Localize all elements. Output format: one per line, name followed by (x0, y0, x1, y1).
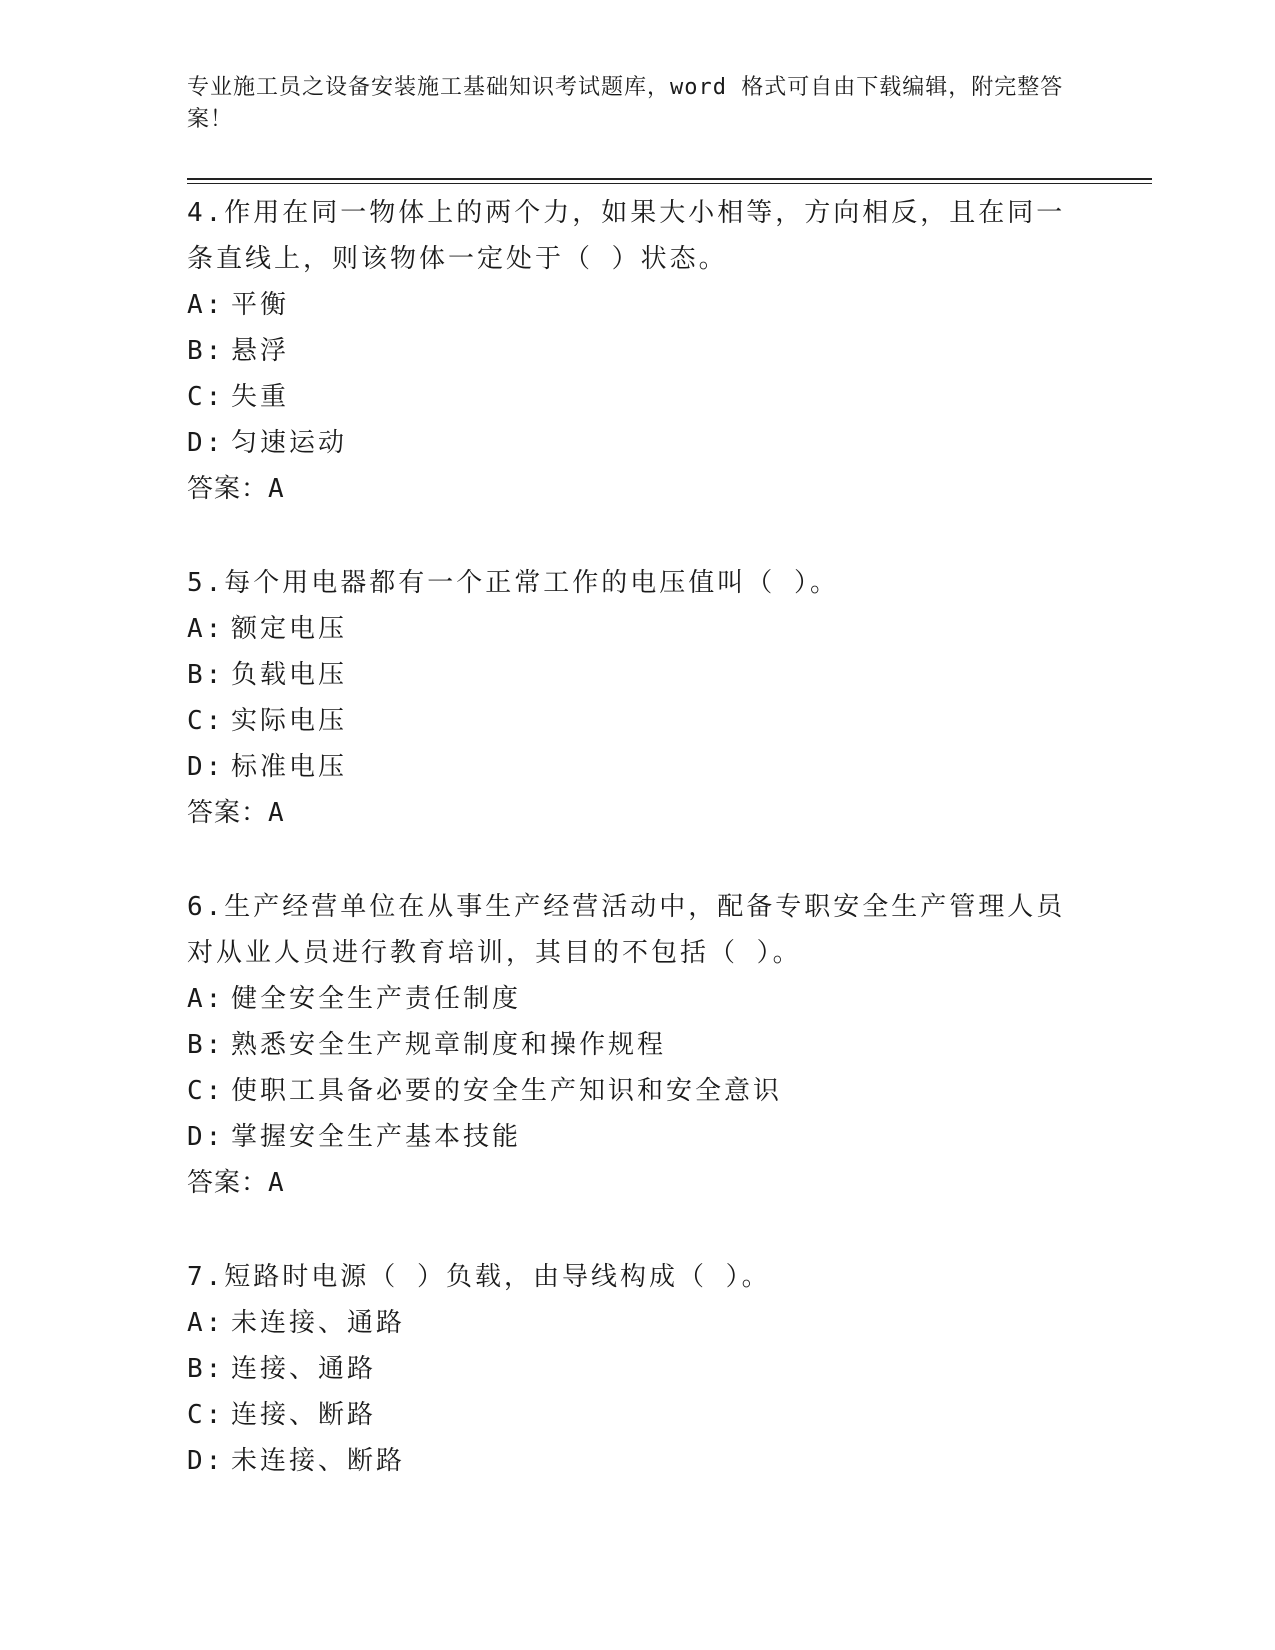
option-key: B: (187, 1030, 225, 1060)
option-b (187, 652, 1087, 698)
option-key: C: (187, 382, 225, 412)
option-b (187, 1346, 1087, 1392)
question-stem: 5.每个用电器都有一个正常工作的电压值叫（ ）。 (187, 568, 839, 598)
option-d (187, 1438, 1087, 1484)
question-list (187, 190, 1087, 1532)
option-d (187, 744, 1087, 790)
question-4 (187, 190, 1087, 512)
option-text: 平衡 (231, 290, 290, 320)
option-text: 连接、断路 (231, 1400, 377, 1430)
option-c (187, 698, 1087, 744)
option-text: 健全安全生产责任制度 (231, 984, 522, 1014)
option-a (187, 282, 1087, 328)
question-stem: 4.作用在同一物体上的两个力，如果大小相等，方向相反，且在同一条直线上，则该物体一定处于（ ）状态。 (187, 198, 1066, 274)
option-d (187, 1114, 1087, 1160)
answer-line: 答案：A (187, 798, 285, 828)
option-text: 掌握安全生产基本技能 (231, 1122, 522, 1152)
question-7 (187, 1254, 1087, 1484)
option-key: A: (187, 290, 225, 320)
question-stem: 6.生产经营单位在从事生产经营活动中，配备专职安全生产管理人员对从业人员进行教育培训，其目的不包括（ ）。 (187, 892, 1066, 968)
option-d (187, 420, 1087, 466)
option-text: 匀速运动 (231, 428, 348, 458)
question-6 (187, 884, 1087, 1206)
option-c (187, 1068, 1087, 1114)
option-text: 额定电压 (231, 614, 348, 644)
option-key: D: (187, 428, 225, 458)
option-key: B: (187, 660, 225, 690)
option-key: D: (187, 752, 225, 782)
document-header: 专业施工员之设备安装施工基础知识考试题库，word 格式可自由下载编辑，附完整答案！ (187, 75, 1064, 132)
option-c (187, 1392, 1087, 1438)
question-stem: 7.短路时电源（ ）负载，由导线构成（ ）。 (187, 1262, 771, 1292)
option-text: 标准电压 (231, 752, 348, 782)
answer-line: 答案：A (187, 474, 285, 504)
option-text: 熟悉安全生产规章制度和操作规程 (231, 1030, 667, 1060)
option-b (187, 1022, 1087, 1068)
option-key: A: (187, 614, 225, 644)
option-text: 连接、通路 (231, 1354, 377, 1384)
option-text: 使职工具备必要的安全生产知识和安全意识 (231, 1076, 783, 1106)
option-text: 实际电压 (231, 706, 348, 736)
option-key: D: (187, 1446, 225, 1476)
option-key: A: (187, 1308, 225, 1338)
option-key: B: (187, 336, 225, 366)
header-divider-thick (187, 178, 1152, 180)
option-text: 未连接、通路 (231, 1308, 406, 1338)
option-text: 负载电压 (231, 660, 348, 690)
option-a (187, 606, 1087, 652)
option-text: 失重 (231, 382, 290, 412)
option-key: C: (187, 706, 225, 736)
option-c (187, 374, 1087, 420)
option-key: A: (187, 984, 225, 1014)
header-divider-thin (187, 183, 1152, 184)
option-key: C: (187, 1400, 225, 1430)
option-text: 未连接、断路 (231, 1446, 406, 1476)
option-text: 悬浮 (231, 336, 290, 366)
answer-line: 答案：A (187, 1168, 285, 1198)
option-key: B: (187, 1354, 225, 1384)
option-a (187, 976, 1087, 1022)
option-a (187, 1300, 1087, 1346)
option-b (187, 328, 1087, 374)
option-key: C: (187, 1076, 225, 1106)
question-5 (187, 560, 1087, 836)
option-key: D: (187, 1122, 225, 1152)
